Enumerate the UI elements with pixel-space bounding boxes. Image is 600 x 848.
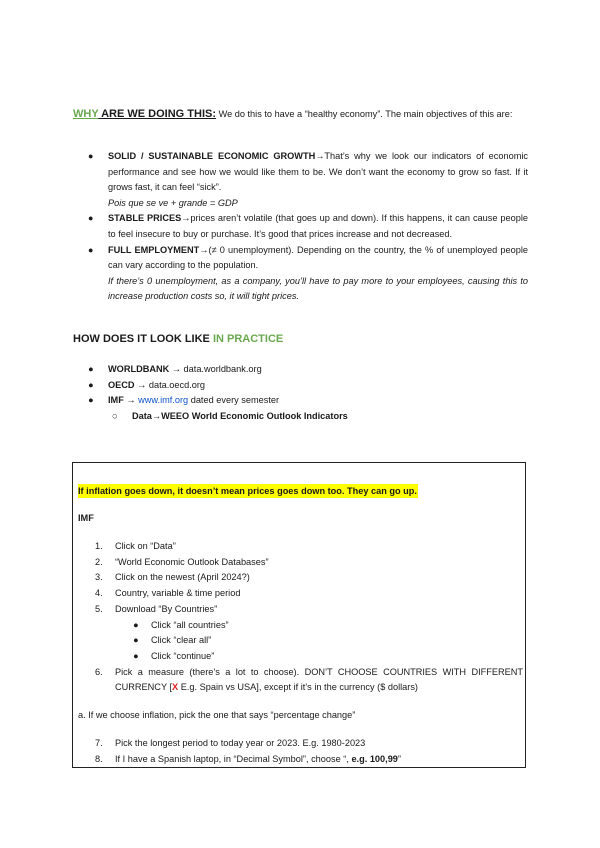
step-number: 4. (95, 588, 103, 599)
practice-heading-text: HOW DOES IT LOOK LIKE (73, 333, 213, 345)
step-item (95, 539, 523, 555)
step-text: Pick the longest period to today year or 2023. E.g. 1980-2023 (115, 738, 366, 748)
highlighted-note: If inflation goes down, it doesn’t mean prices goes down too. They can go up. (78, 486, 417, 496)
sub-step-item (95, 618, 523, 634)
circle-bullet-icon: ○ (112, 410, 118, 421)
imf-label: IMF (78, 513, 94, 523)
sub-step-text: Click “continue” (151, 650, 215, 661)
step-number: 1. (95, 541, 103, 551)
step-text: Country, variable & time period (115, 588, 241, 599)
practice-heading-green: IN PRACTICE (212, 333, 284, 345)
practice-heading (73, 333, 283, 345)
step-number: 3. (95, 572, 103, 583)
bullet-icon: ● (88, 244, 94, 255)
step-item (95, 602, 523, 618)
step-item (95, 570, 523, 586)
sub-step-text: Click “all countries” (151, 619, 229, 630)
source-item (88, 393, 508, 409)
step-text: “World Economic Outlook Databases” (115, 556, 269, 567)
steps-list (95, 539, 523, 696)
objective-text: (≠ 0 unemployment). Depending on the country, the % of unemployed people can vary according to the population. (108, 244, 528, 271)
sub-source-item (88, 409, 508, 425)
bullet-icon: ● (88, 395, 94, 406)
source-note: dated every semester (188, 395, 280, 406)
objective-text: That’s why we look our indicators of economic performance and see how we would like them to be. We don’t want the economy to grow so fast. If it grows fast, it can feel “sick”. (108, 151, 528, 193)
step-item (95, 586, 523, 602)
bullet-icon: ● (88, 364, 94, 374)
intro-text: We do this to have a “healthy economy”. The main objectives of this are: (216, 109, 513, 119)
step-text: Click on “Data” (115, 541, 176, 551)
objective-item (88, 149, 528, 211)
arrow-icon: → (123, 395, 139, 406)
objective-title: SOLID / SUSTAINABLE ECONOMIC GROWTH (108, 151, 316, 161)
bullet-icon: ● (88, 151, 94, 161)
source-name: WORLDBANK (108, 364, 170, 374)
steps-list-continued (95, 736, 523, 767)
sources-list (88, 362, 508, 424)
why-heading: WHY (73, 108, 99, 120)
step-number: 2. (95, 556, 103, 567)
step-item (95, 555, 523, 571)
step-text-end: ” (397, 753, 401, 764)
objective-text: prices aren’t volatile (that goes up and down). If this happens, it can cause people to feel insecure to buy or purchase. It’s good that prices increase and not decreased. (108, 213, 528, 239)
arrow-icon: → (134, 379, 149, 390)
objectives-list (88, 149, 528, 305)
arrow-icon: → (181, 213, 191, 224)
objective-title: FULL EMPLOYMENT (108, 244, 200, 255)
sub-step-text: Click “clear all” (151, 635, 212, 646)
objective-note: If there’s 0 unemployment, as a company, you’ll have to pay more to your employees, causing this to increase production costs so, it will tight prices. (108, 275, 528, 302)
bullet-icon: ● (133, 635, 139, 646)
step-text: Download “By Countries” (115, 603, 218, 614)
source-item (88, 378, 508, 394)
imf-instructions-box (72, 462, 526, 768)
source-url: data.worldbank.org (183, 364, 262, 374)
source-name: IMF (108, 395, 124, 406)
step-text: Click on the newest (April 2024?) (115, 572, 250, 583)
sub-step-item (95, 649, 523, 665)
step-text-end: E.g. Spain vs USA], except if it’s in the currency ($ dollars) (178, 682, 418, 693)
objective-title: STABLE PRICES (108, 213, 182, 224)
arrow-icon: → (315, 151, 325, 161)
imf-link[interactable]: www.imf.org (138, 395, 189, 406)
step-item (95, 665, 523, 696)
arrow-icon: → (199, 244, 209, 255)
sub-source-text: Data→WEEO World Economic Outlook Indicators (132, 410, 348, 421)
source-name: OECD (108, 379, 135, 390)
step-text: Pick a measure (there’s a lot to choose). DON’T CHOOSE COUNTRIES WITH DIFFERENT CURRENCY [ (115, 666, 523, 693)
arrow-icon: → (169, 364, 184, 374)
bullet-icon: ● (88, 379, 94, 390)
bullet-icon: ● (133, 619, 139, 630)
step-example: e.g. 100,99 (351, 753, 398, 764)
inflation-note: a. If we choose inflation, pick the one that says “percentage change” (78, 710, 356, 720)
objective-item (88, 243, 528, 305)
source-item (88, 362, 508, 378)
step-item (95, 736, 523, 752)
objective-item (88, 211, 528, 242)
objective-note: Pois que se ve + grande = GDP (108, 197, 238, 208)
sub-step-item (95, 633, 523, 649)
step-number: 8. (95, 753, 103, 764)
step-number: 5. (95, 603, 103, 614)
source-url: data.oecd.org (148, 379, 206, 390)
bullet-icon: ● (133, 650, 139, 661)
heading-rest: ARE WE DOING THIS: (98, 108, 217, 120)
step-number: 6. (95, 666, 103, 677)
step-text: If I have a Spanish laptop, in “Decimal Symbol”, choose “, (115, 753, 352, 764)
bullet-icon: ● (88, 213, 94, 224)
step-item (95, 752, 523, 768)
step-number: 7. (95, 738, 103, 748)
red-x-icon: X (172, 682, 179, 693)
intro-paragraph (73, 106, 528, 122)
